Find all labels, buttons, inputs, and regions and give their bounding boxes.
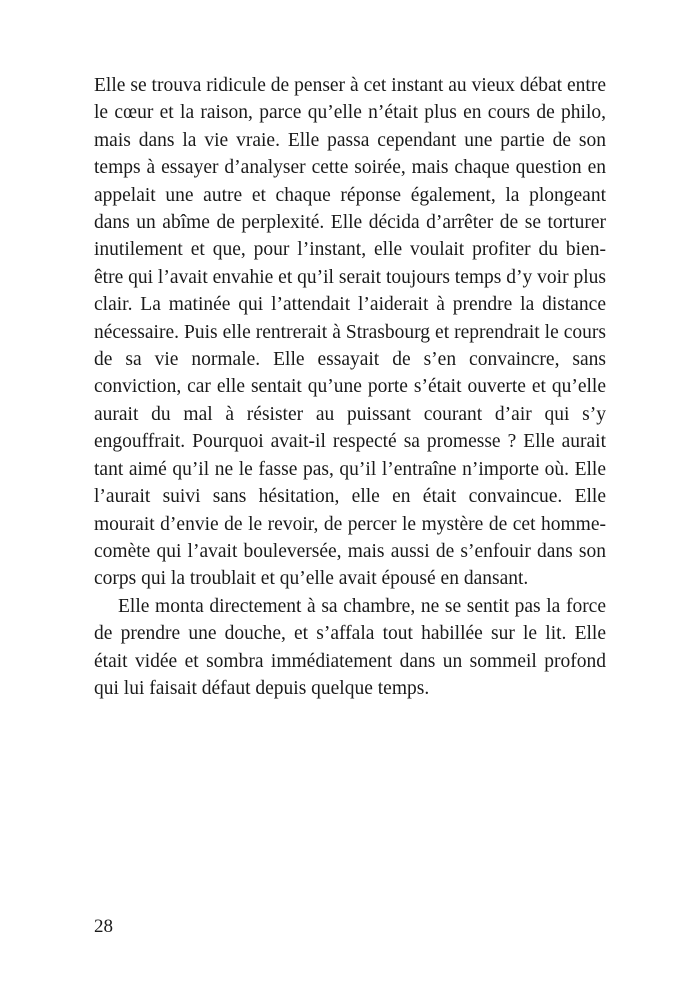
body-text: [94, 72, 606, 702]
page-number: 28: [94, 916, 113, 937]
paragraph-2: Elle monta directement à sa chambre, ne se sentit pas la force de prendre une douche, et s’affala tout habillée sur le lit. Elle était vidée et sombra immédiatement dans un sommeil profond qui lui faisait défaut depuis quelque temps.: [94, 595, 606, 699]
paragraph-1: Elle se trouva ridicule de penser à cet instant au vieux débat entre le cœur et la raison, parce qu’elle n’était plus en cours de philo, mais dans la vie vraie. Elle passa cependant une partie de son temps à essayer d’analyser cette soirée, mais chaque question en appelait une autre et chaque réponse également, la plongeant dans un abîme de perplexité. Elle décida d’arrêter de se torturer inutilement et que, pour l’instant, elle voulait profiter du bien-être qui l’avait envahie et qu’il serait toujours temps d’y voir plus clair. La matinée qui l’attendait l’aiderait à prendre la distance nécessaire. Puis elle rentrerait à Strasbourg et reprendrait le cours de sa vie normale. Elle essayait de s’en convaincre, sans conviction, car elle sentait qu’une porte s’était ouverte et qu’elle aurait du mal à résister au puissant courant d’air qui s’y engouffrait. Pourquoi avait-il respecté sa promesse ? Elle aurait tant aimé qu’il ne le fasse pas, qu’il l’entraîne n’importe où. Elle l’aurait suivi sans hésitation, elle en était convaincue. Elle mourait d’envie de le revoir, de percer le mystère de cet homme-comète qui l’avait bouleversée, mais aussi de s’enfouir dans son corps qui la troublait et qu’elle avait épousé en dansant.: [94, 75, 606, 590]
